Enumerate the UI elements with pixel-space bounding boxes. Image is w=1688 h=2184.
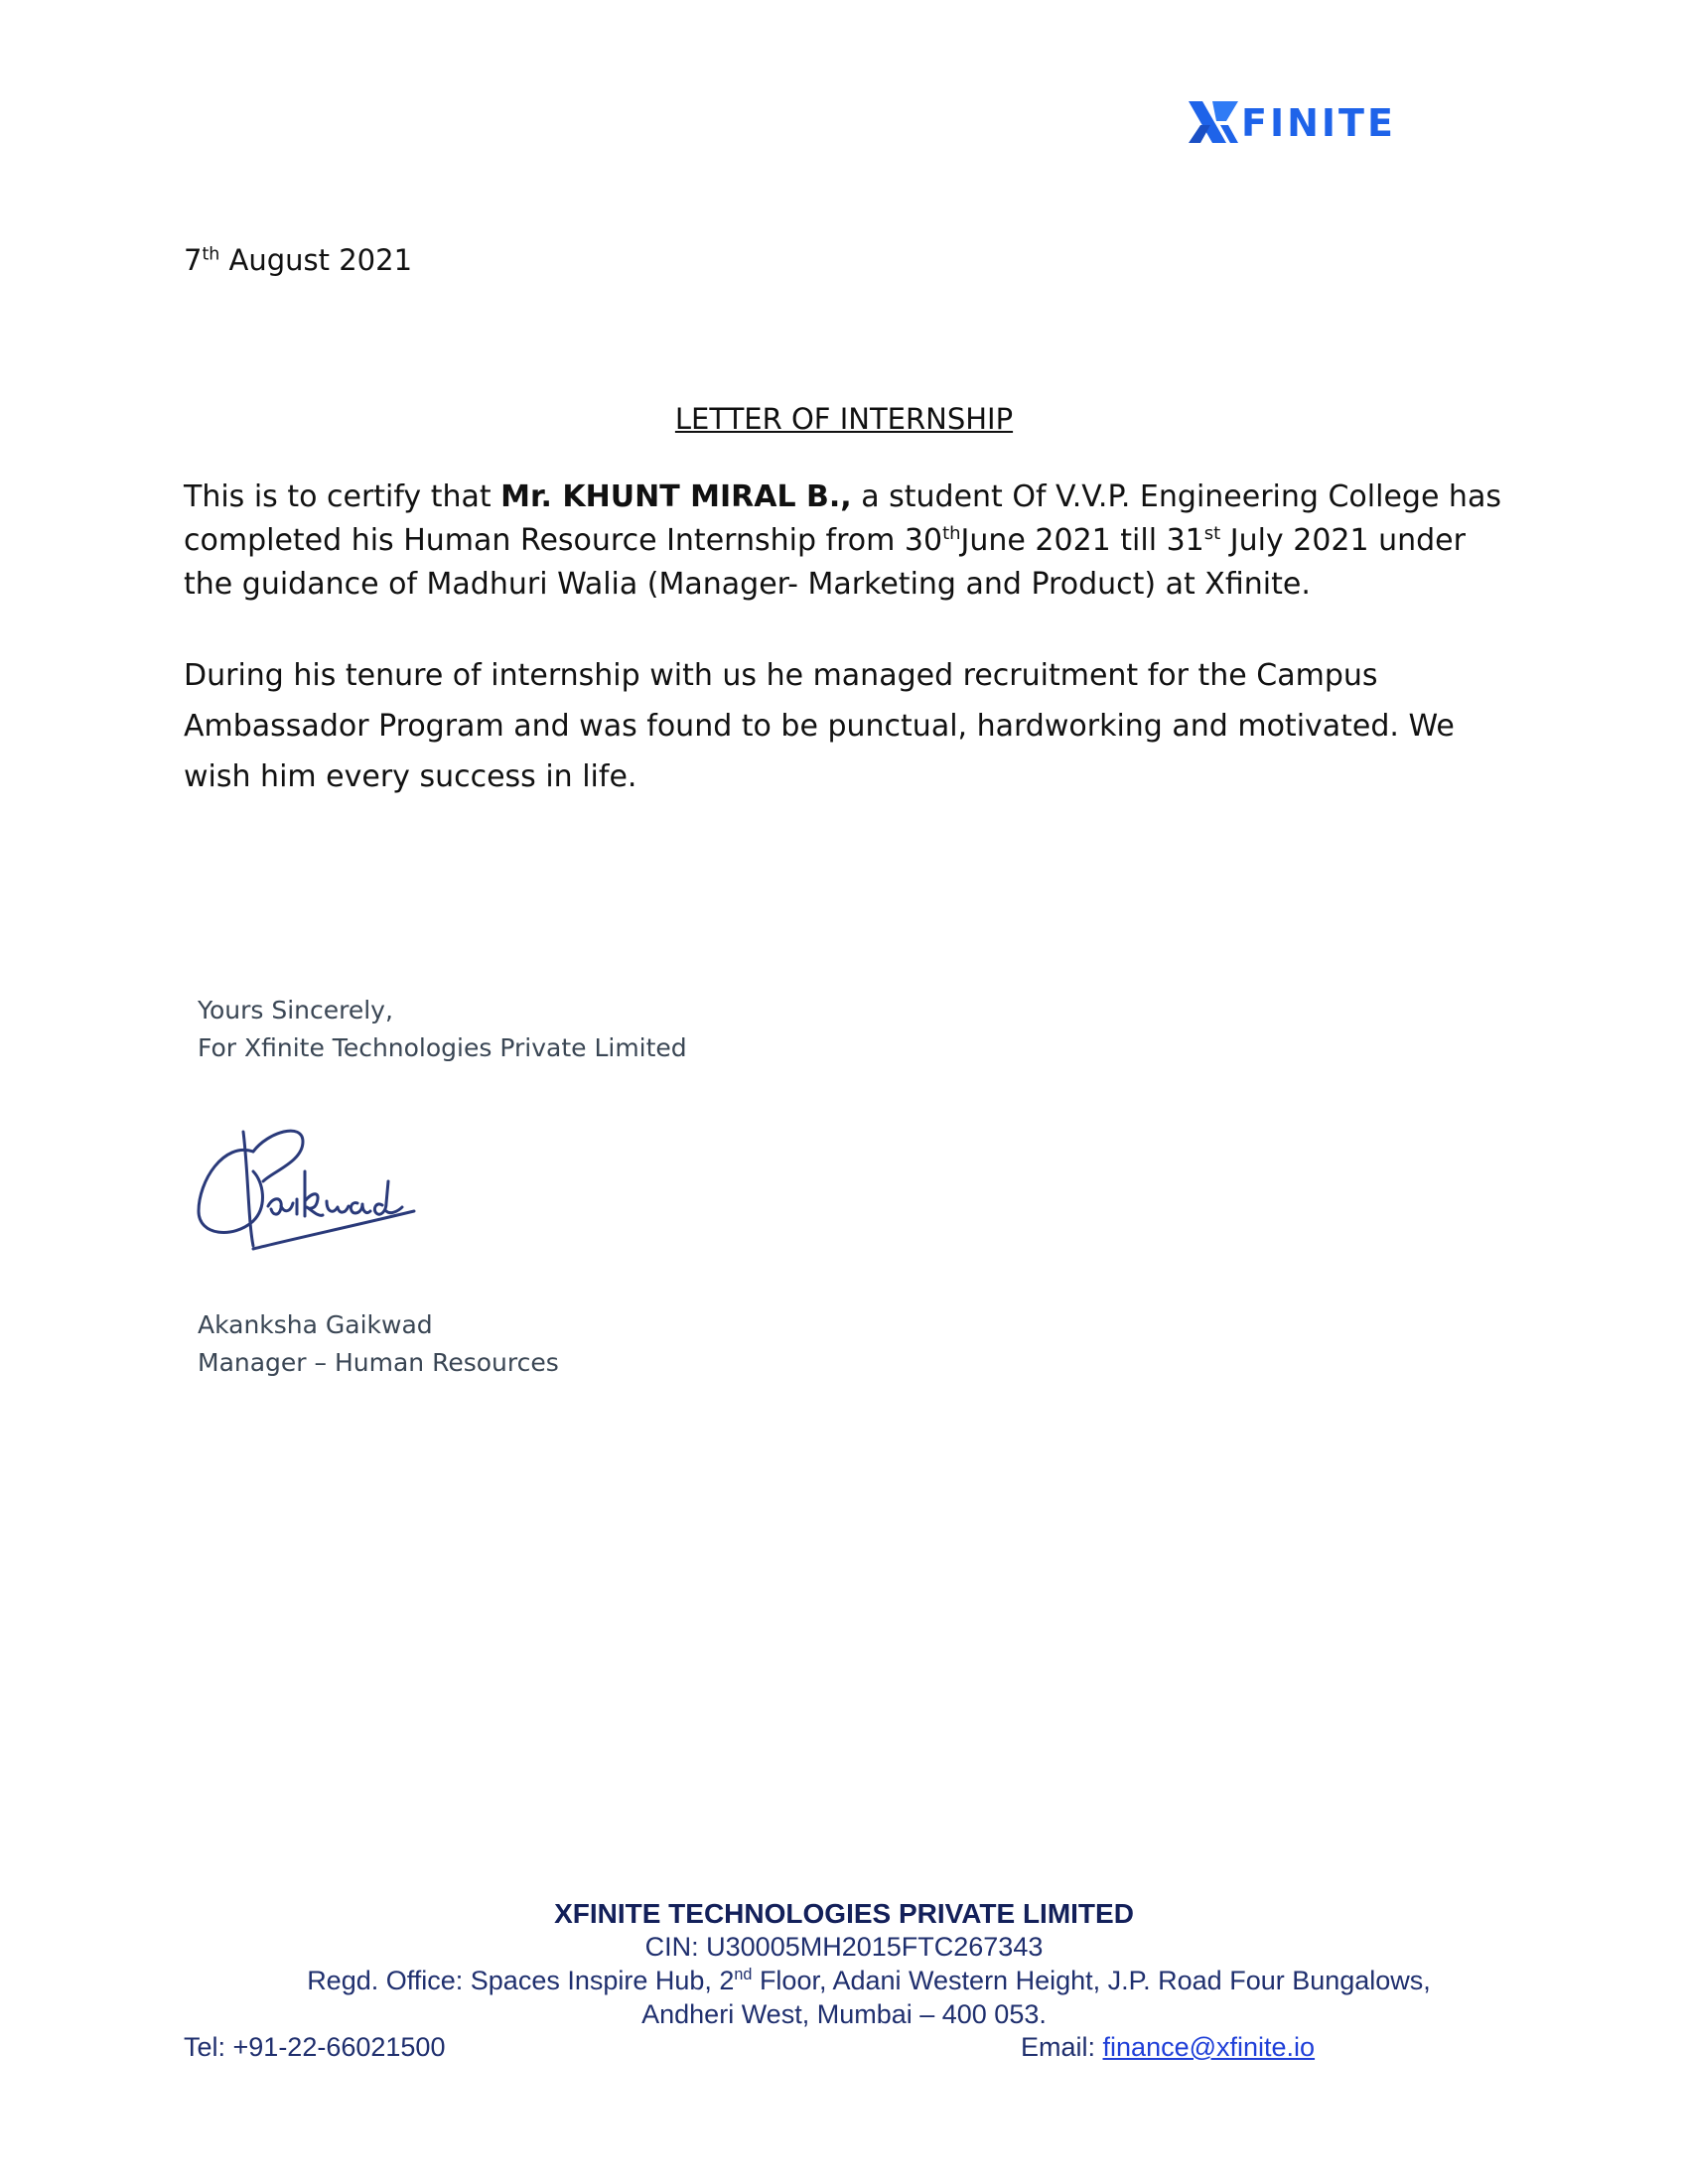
x-logo-icon [1187, 99, 1241, 145]
certification-paragraph: This is to certify that Mr. KHUNT MIRAL B., a student Of V.V.P. Engineering College has completed his Human Resource Internship from 30thJune 2021 till 31st July 2021 under the guidance of Madhuri Walia (Manager- Marketing and Product) at Xfinite. [184, 479, 1501, 602]
footer-registered-office: Regd. Office: Spaces Inspire Hub, 2nd Floor, Adani Western Height, J.P. Road Four Bungalows, [307, 1966, 1431, 1995]
closing-company: For Xfinite Technologies Private Limited [198, 1033, 687, 1062]
letter-title: LETTER OF INTERNSHIP [674, 402, 1014, 436]
closing-block [198, 992, 687, 1067]
footer-company-name: XFINITE TECHNOLOGIES PRIVATE LIMITED [554, 1898, 1134, 1929]
footer-registered-office-line2: Andheri West, Mumbai – 400 053. [641, 1999, 1047, 2029]
footer-cin: CIN: U30005MH2015FTC267343 [644, 1932, 1044, 1962]
email-link[interactable]: finance@xfinite.io [1102, 2032, 1316, 2062]
logo-wordmark: FINITE [1241, 101, 1396, 145]
signer-block [198, 1306, 559, 1382]
intern-name: Mr. KHUNT MIRAL B., [500, 479, 852, 514]
closing-salutation: Yours Sincerely, [198, 996, 393, 1024]
signer-title: Manager – Human Resources [198, 1348, 559, 1377]
signer-name: Akanksha Gaikwad [198, 1310, 433, 1339]
tenure-paragraph: During his tenure of internship with us he managed recruitment for the Campus Ambassador Program and was found to be punctual, hardworking and motivated. We wish him every success in life. [184, 658, 1455, 794]
handwritten-signature [194, 1112, 422, 1261]
footer-email: Email: finance@xfinite.io [1021, 2032, 1316, 2062]
letter-date: 7th August 2021 [184, 243, 413, 277]
footer-telephone: Tel: +91-22-66021500 [184, 2032, 446, 2062]
company-logo [1187, 99, 1425, 149]
